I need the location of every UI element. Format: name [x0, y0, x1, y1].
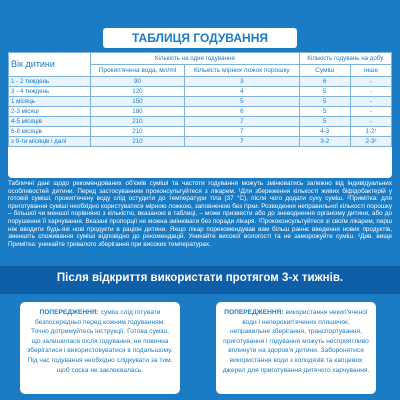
cell-spoons: 6 — [184, 107, 299, 117]
cell-spoons: 4 — [184, 87, 299, 97]
slogan-text: Після відкриття використати протягом 3-х тижнів. — [56, 272, 344, 284]
cell-other: - — [350, 117, 391, 127]
cell-water: 90 — [91, 77, 185, 87]
warning-left-label: ПОПЕРЕДЖЕННЯ: — [39, 309, 99, 316]
cell-age: 1 місяць — [9, 97, 91, 107]
table-row — [9, 127, 392, 137]
cell-age: з 9-ти місяців і далі — [9, 137, 91, 147]
cell-age: 1 - 2 тиждень — [9, 77, 91, 87]
warning-box-left — [20, 302, 180, 394]
warning-box-right — [216, 302, 376, 394]
cell-mix: 4-3 — [299, 127, 350, 137]
column-header-water: Прокип'ячена вода, мл/ml — [91, 65, 185, 77]
cell-other: 1-2¹ — [350, 127, 391, 137]
warning-left-body: суміш слід готувати безпосередньо перед кожним годуванням. Точно дотримуйтесь інструкції. Готова суміш, що залишилася після годування, не повинна зберігатися і використовуватися в подальшому. Під час годування необхідно слідкувати за тим, щоб соска не заклеєвалась. — [27, 309, 173, 374]
table-row — [9, 107, 392, 117]
table-row — [9, 87, 392, 97]
cell-other: - — [350, 87, 391, 97]
table-row — [9, 77, 392, 87]
feeding-table — [8, 52, 392, 147]
feeding-table-panel — [8, 52, 392, 178]
cell-mix: 5 — [299, 97, 350, 107]
cell-other: - — [350, 97, 391, 107]
cell-water: 150 — [91, 97, 185, 107]
cell-mix: 5 — [299, 87, 350, 97]
group-header-single: Кількість на одне годування — [91, 53, 300, 65]
cell-water: 210 — [91, 117, 185, 127]
cell-age: 6-8 місяців — [9, 127, 91, 137]
cell-mix: 5 — [299, 107, 350, 117]
cell-age: 2-3 місяці — [9, 107, 91, 117]
warning-left-text — [26, 308, 174, 375]
instructions-paragraph: Табличні дані щодо рекомендованих об'ємів суміші та частоти годування можуть змінюватись залежно від індивідуальних особливостей дитини. Перед застосуванням проконсультуйтеся з лікарем. ¹Для збереження кількості живих біфідобактерій у готовій суміші, прокип'ячену воду слід остудити до температури тіла (37 °С), після чого додати сухy суміш. ²Примітка: для приготування суміші необхідно користуватися мірною ложкою, заповненою без гірки. Розведення неправильної кількості порошку – більшої чи меншої порівняно з кількістю, вказаною в таблиці, – може призвести або до зневоднення організму дитини, або до порушення її харчування. Вказані пропорції не можна змінювати без поради лікаря. ¹Прококонсультуйтеся зі своїм лікарем, перш ніж вводити будь-які нові продукти в раціон дитини. Якщо лікар порекомендував вам більш раннє введення нових продуктів, зменшіть споживання суміші відповідно до рекомендацій. Уникайте високої вологості та не заморожуйте суміш. ²Див. вище Примітка: уникайте тривалого зберігання при високих температурах. — [8, 180, 392, 248]
table-group-header-row — [9, 53, 392, 65]
cell-spoons: 3 — [184, 77, 299, 87]
column-header-mix: Суміш — [299, 65, 350, 77]
warning-right-text — [222, 308, 370, 375]
page-title: ТАБЛИЦЯ ГОДУВАННЯ — [103, 28, 297, 48]
cell-other: - — [350, 107, 391, 117]
cell-other: 2-3² — [350, 137, 391, 147]
column-header-other: Інше — [350, 65, 391, 77]
warning-right-body: використання некип'яченої води і неперекип'ячених пляшечок, неправильне зберігання, транспортування, приготування і годування можуть несприятливо вплинути на здоров'я дитини. Заборонятися використання води з колодязів та капцевих джерел для приготування дитячого харчування. — [222, 309, 370, 374]
group-header-daily: Кількість годувань на добу — [299, 53, 391, 65]
cell-other: - — [350, 77, 391, 87]
cell-water: 210 — [91, 127, 185, 137]
warning-right-label: ПОПЕРЕДЖЕННЯ: — [224, 309, 284, 316]
cell-age: 4-5 місяців — [9, 117, 91, 127]
table-row — [9, 137, 392, 147]
table-row — [9, 97, 392, 107]
cell-spoons: 7 — [184, 137, 299, 147]
cell-spoons: 5 — [184, 97, 299, 107]
cell-mix: 6 — [299, 77, 350, 87]
table-row — [9, 117, 392, 127]
cell-water: 120 — [91, 87, 185, 97]
column-header-age: Вік дитини — [9, 53, 91, 77]
instructions-text — [8, 180, 392, 248]
cell-mix: 5 — [299, 117, 350, 127]
cell-age: 3 - 4 тиждень — [9, 87, 91, 97]
cell-spoons: 7 — [184, 117, 299, 127]
cell-spoons: 7 — [184, 127, 299, 137]
cell-water: 180 — [91, 107, 185, 117]
cell-mix: 3-2 — [299, 137, 350, 147]
cell-water: 210 — [91, 137, 185, 147]
column-header-spoons: Кількість мірних ложок порошку — [184, 65, 299, 77]
